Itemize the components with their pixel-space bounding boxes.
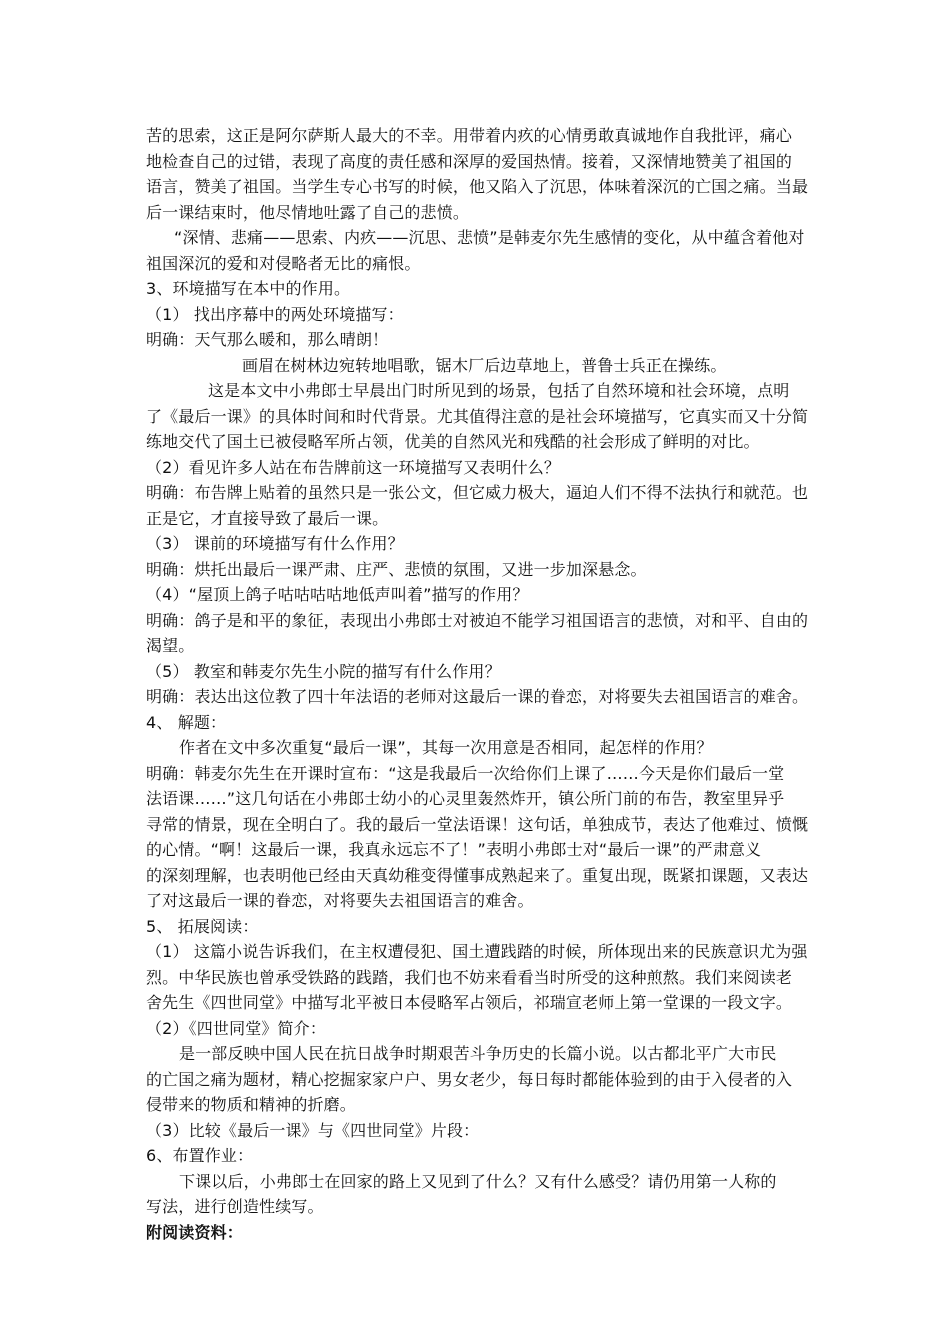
answer-line: 明确：布告牌上贴着的虽然只是一张公文，但它威力极大，逼迫人们不得不法执行和就范。也: [146, 483, 809, 502]
paragraph-line: 练地交代了国土已被侵略军所占领，优美的自然风光和残酷的社会形成了鲜明的对比。: [146, 432, 760, 451]
question-line: （5） 教室和韩麦尔先生小院的描写有什么作用？: [146, 661, 501, 681]
paragraph-line: 了《最后一课》的具体时间和时代背景。尤其值得注意的是社会环境描写，它真实而又十分简: [146, 406, 809, 426]
question-line: （2）看见许多人站在布告牌前这一环境描写又表明什么？: [146, 457, 561, 477]
answer-line: 寻常的情景，现在全明白了。我的最后一堂法语课！这句话，单独成节，表达了他难过、愤慨: [146, 814, 809, 834]
answer-line: 了对这最后一课的眷恋，对将要失去祖国语言的难舍。: [146, 891, 534, 910]
paragraph-line: 祖国深沉的爱和对侵略者无比的痛恨。: [146, 253, 421, 273]
paragraph-line: 写法，进行创造性续写。: [146, 1197, 324, 1216]
section-heading: 5、 拓展阅读：: [146, 916, 259, 936]
question-line: （3） 课前的环境描写有什么作用？: [146, 534, 404, 553]
paragraph-line: 后一课结束时，他尽情地吐露了自己的悲愤。: [146, 202, 470, 222]
question-line: （4）“屋顶上鸽子咕咕咕咕地低声叫着”描写的作用？: [146, 585, 529, 604]
paragraph-line: 下课以后，小弗郎士在回家的路上又见到了什么？又有什么感受？请仍用第一人称的: [179, 1171, 777, 1191]
answer-line: 明确：韩麦尔先生在开课时宣布：“这是我最后一次给你们上课了……今天是你们最后一堂: [146, 763, 785, 783]
section-heading: 6、布置作业：: [146, 1146, 254, 1165]
section-heading: 4、 解题：: [146, 712, 227, 732]
answer-line: 明确：鸽子是和平的象征，表现出小弗郎士对被迫不能学习祖国语言的悲愤，对和平、自由的: [146, 610, 809, 630]
paragraph-line: 语言，赞美了祖国。当学生专心书写的时候，他又陷入了沉思，体味着深沉的亡国之痛。当最: [146, 177, 809, 196]
question-line: （3）比较《最后一课》与《四世同堂》片段：: [146, 1120, 480, 1140]
paragraph-line: 烈。中华民族也曾承受铁路的践踏，我们也不妨来看看当时所受的这种煎熬。我们来阅读老: [146, 967, 793, 987]
answer-line: 的深刻理解，也表明他已经由天真幼稚变得懂事成熟起来了。重复出现，既紧扣课题，又表达: [146, 865, 809, 885]
paragraph-line: （1） 这篇小说告诉我们，在主权遭侵犯、国土遭践踏的时候，所体现出来的民族意识尤为强: [146, 942, 808, 961]
paragraph-line: 是一部反映中国人民在抗日战争时期艰苦斗争历史的长篇小说。以古都北平广大市民: [179, 1044, 777, 1063]
answer-line: 法语课……”这几句话在小弗郎士幼小的心灵里轰然炸开，镇公所门前的布告，教室里异乎: [146, 789, 785, 808]
answer-line: 渴望。: [146, 636, 195, 655]
question-line: 作者在文中多次重复“最后一课”，其每一次用意是否相同，起怎样的作用？: [179, 738, 713, 757]
answer-line: 的心情。“啊！这最后一课，我真永远忘不了！”表明小弗郎士对“最后一课”的严肃意义: [146, 840, 762, 859]
answer-line: 明确：天气那么暖和，那么晴朗！: [146, 330, 389, 349]
paragraph-line: 舍先生《四世同堂》中描写北平被日本侵略军占领后，祁瑞宣老师上第一堂课的一段文字。: [146, 993, 793, 1012]
section-heading: 3、环境描写在本中的作用。: [146, 279, 351, 298]
paragraph-line: “深情、悲痛——思索、内疚——沉思、悲愤”是韩麦尔先生感情的变化，从中蕴含着他对: [174, 228, 805, 247]
appendix-heading: 附阅读资料：: [146, 1222, 243, 1242]
paragraph-line: 苦的思索，这正是阿尔萨斯人最大的不幸。用带着内疚的心情勇敢真诚地作自我批评，痛心: [146, 126, 793, 145]
paragraph-line: 这是本文中小弗郎士早晨出门时所见到的场景，包括了自然环境和社会环境，点明: [208, 381, 790, 400]
document-body: [146, 123, 826, 1245]
answer-line: 画眉在树林边宛转地唱歌，锯木厂后边草地上，普鲁士兵正在操练。: [242, 355, 727, 375]
question-line: （2）《四世同堂》简介：: [146, 1018, 326, 1038]
answer-line: 明确：烘托出最后一课严肃、庄严、悲愤的氛围，又进一步加深悬念。: [146, 559, 647, 579]
paragraph-line: 侵带来的物质和精神的折磨。: [146, 1095, 356, 1114]
answer-line: 明确：表达出这位教了四十年法语的老师对这最后一课的眷恋，对将要失去祖国语言的难舍。: [146, 687, 809, 706]
paragraph-line: 的亡国之痛为题材，精心挖掘家家户户、男女老少，每日每时都能体验到的由于入侵者的入: [146, 1069, 793, 1089]
paragraph-line: 地检查自己的过错，表现了高度的责任感和深厚的爱国热情。接着，又深情地赞美了祖国的: [146, 151, 793, 171]
question-line: （1） 找出序幕中的两处环境描写：: [146, 304, 404, 324]
answer-line: 正是它，才直接导致了最后一课。: [146, 508, 389, 528]
